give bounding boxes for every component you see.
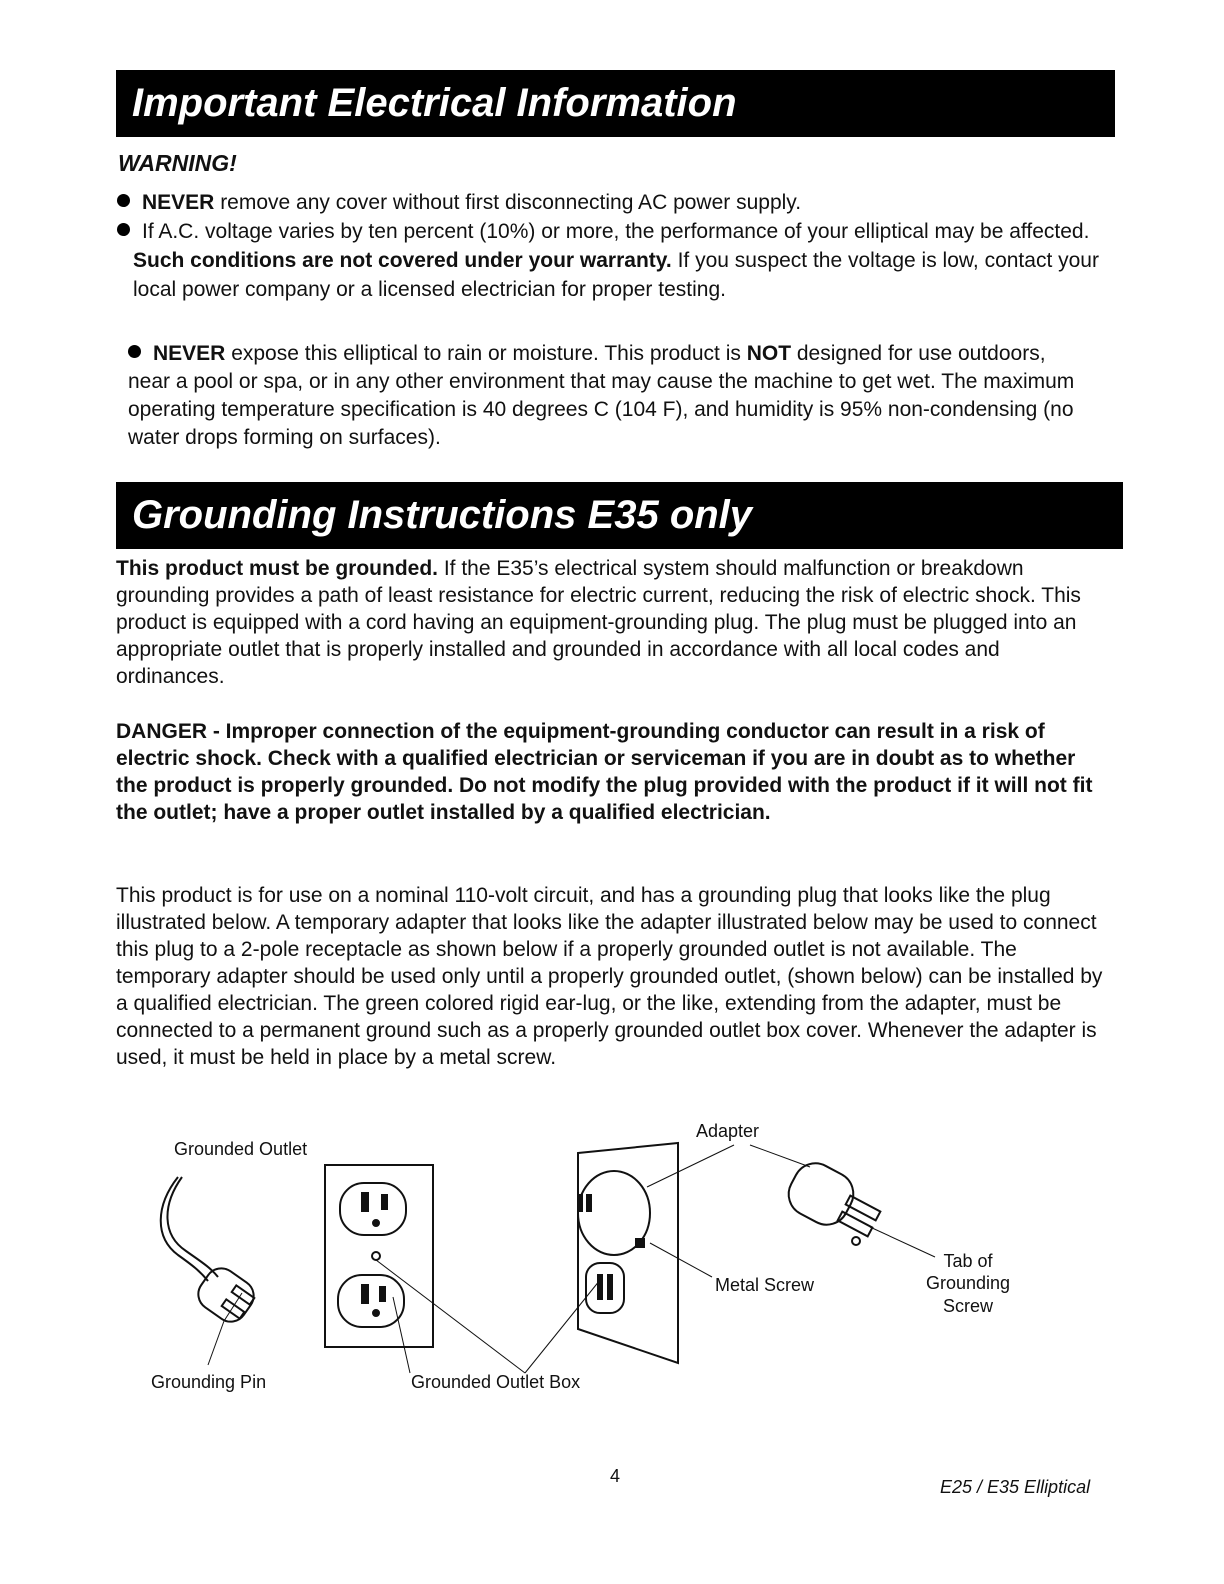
label-adapter: Adapter xyxy=(696,1121,760,1141)
warning-bullet-2: If A.C. voltage varies by ten percent (10%) or more, the performance of your elliptical may be affected. Such conditions are not covered under your warranty. If you suspect the voltage is low, contact your local power company or a licensed electrician for proper testing. xyxy=(117,217,1108,304)
grounding-paragraph: This product must be grounded. If the E35’s electrical system should malfunction or breakdown grounding provides a path of least resistance for electric current, reducing the risk of electric shock. This product is equipped with a cord having an equipment-grounding plug. The plug must be plugged into an appropriate outlet that is properly installed and grounded in accordance with all local codes and ordinances. xyxy=(116,557,1081,688)
adapter-outlet-illustration xyxy=(578,1143,678,1363)
label-tab-line-1: Tab of xyxy=(943,1251,993,1271)
grounding-plug-illustration xyxy=(161,1177,260,1328)
label-metal-screw: Metal Screw xyxy=(715,1275,815,1295)
warning-title: WARNING! xyxy=(118,150,237,176)
label-grounded-outlet: Grounded Outlet xyxy=(174,1139,308,1159)
usage-paragraph: This product is for use on a nominal 110-volt circuit, and has a grounding plug that looks like the plug illustrated below. A temporary adapter that looks like the adapter illustrated below may be used to connect this plug to a 2-pole receptacle as shown below if a properly grounded outlet is not available. The temporary adapter should be used only until a properly grounded outlet, (shown below) can be installed by a qualified electrician. The green colored rigid ear-lug, or the like, extending from the adapter, must be connected to a permanent ground such as a properly grounded outlet box cover. Whenever the adapter is used, it must be held in place by a metal screw. xyxy=(116,884,1103,1069)
section-title: Important Electrical Information xyxy=(132,81,737,125)
grounded-outlet-illustration xyxy=(325,1165,433,1347)
bullet-dot xyxy=(128,345,141,358)
warning-bullet-1: NEVER remove any cover without first disconnecting AC power supply. xyxy=(117,188,1117,217)
danger-paragraph: DANGER - Improper connection of the equipment-grounding conductor can result in a risk of electric shock. Check with a qualified electrician or serviceman if you are in doubt as to whether the product is properly grounded. Do not modify the plug provided with the product if it will not fit the outlet; have a proper outlet installed by a qualified electrician. xyxy=(116,720,1093,824)
label-grounded-outlet-box: Grounded Outlet Box xyxy=(411,1372,581,1392)
label-grounding-pin: Grounding Pin xyxy=(151,1372,267,1392)
label-tab-line-3: Screw xyxy=(942,1296,994,1316)
bullet-dot xyxy=(117,194,130,207)
label-tab-line-2: Grounding xyxy=(925,1273,1011,1293)
bullet-dot xyxy=(117,223,130,236)
warning-bullet-3: NEVER expose this elliptical to rain or moisture. This product is NOT designed for use outdoors, near a pool or spa, or in any other environment that may cause the machine to get wet. The maximum operating temperature specification is 40 degrees C (104 F), and humidity is 95% non-condensing (no water drops forming on surfaces). xyxy=(128,342,1075,449)
grounding-diagram xyxy=(130,1115,1110,1405)
section-title: Grounding Instructions E35 only xyxy=(132,493,753,537)
section-header-electrical xyxy=(116,70,1115,137)
footer-title: E25 / E35 Elliptical xyxy=(940,1477,1091,1497)
page-number: 4 xyxy=(610,1466,621,1486)
adapter-illustration xyxy=(781,1156,880,1245)
leader-lines xyxy=(208,1145,935,1373)
section-header-grounding xyxy=(116,482,1123,549)
